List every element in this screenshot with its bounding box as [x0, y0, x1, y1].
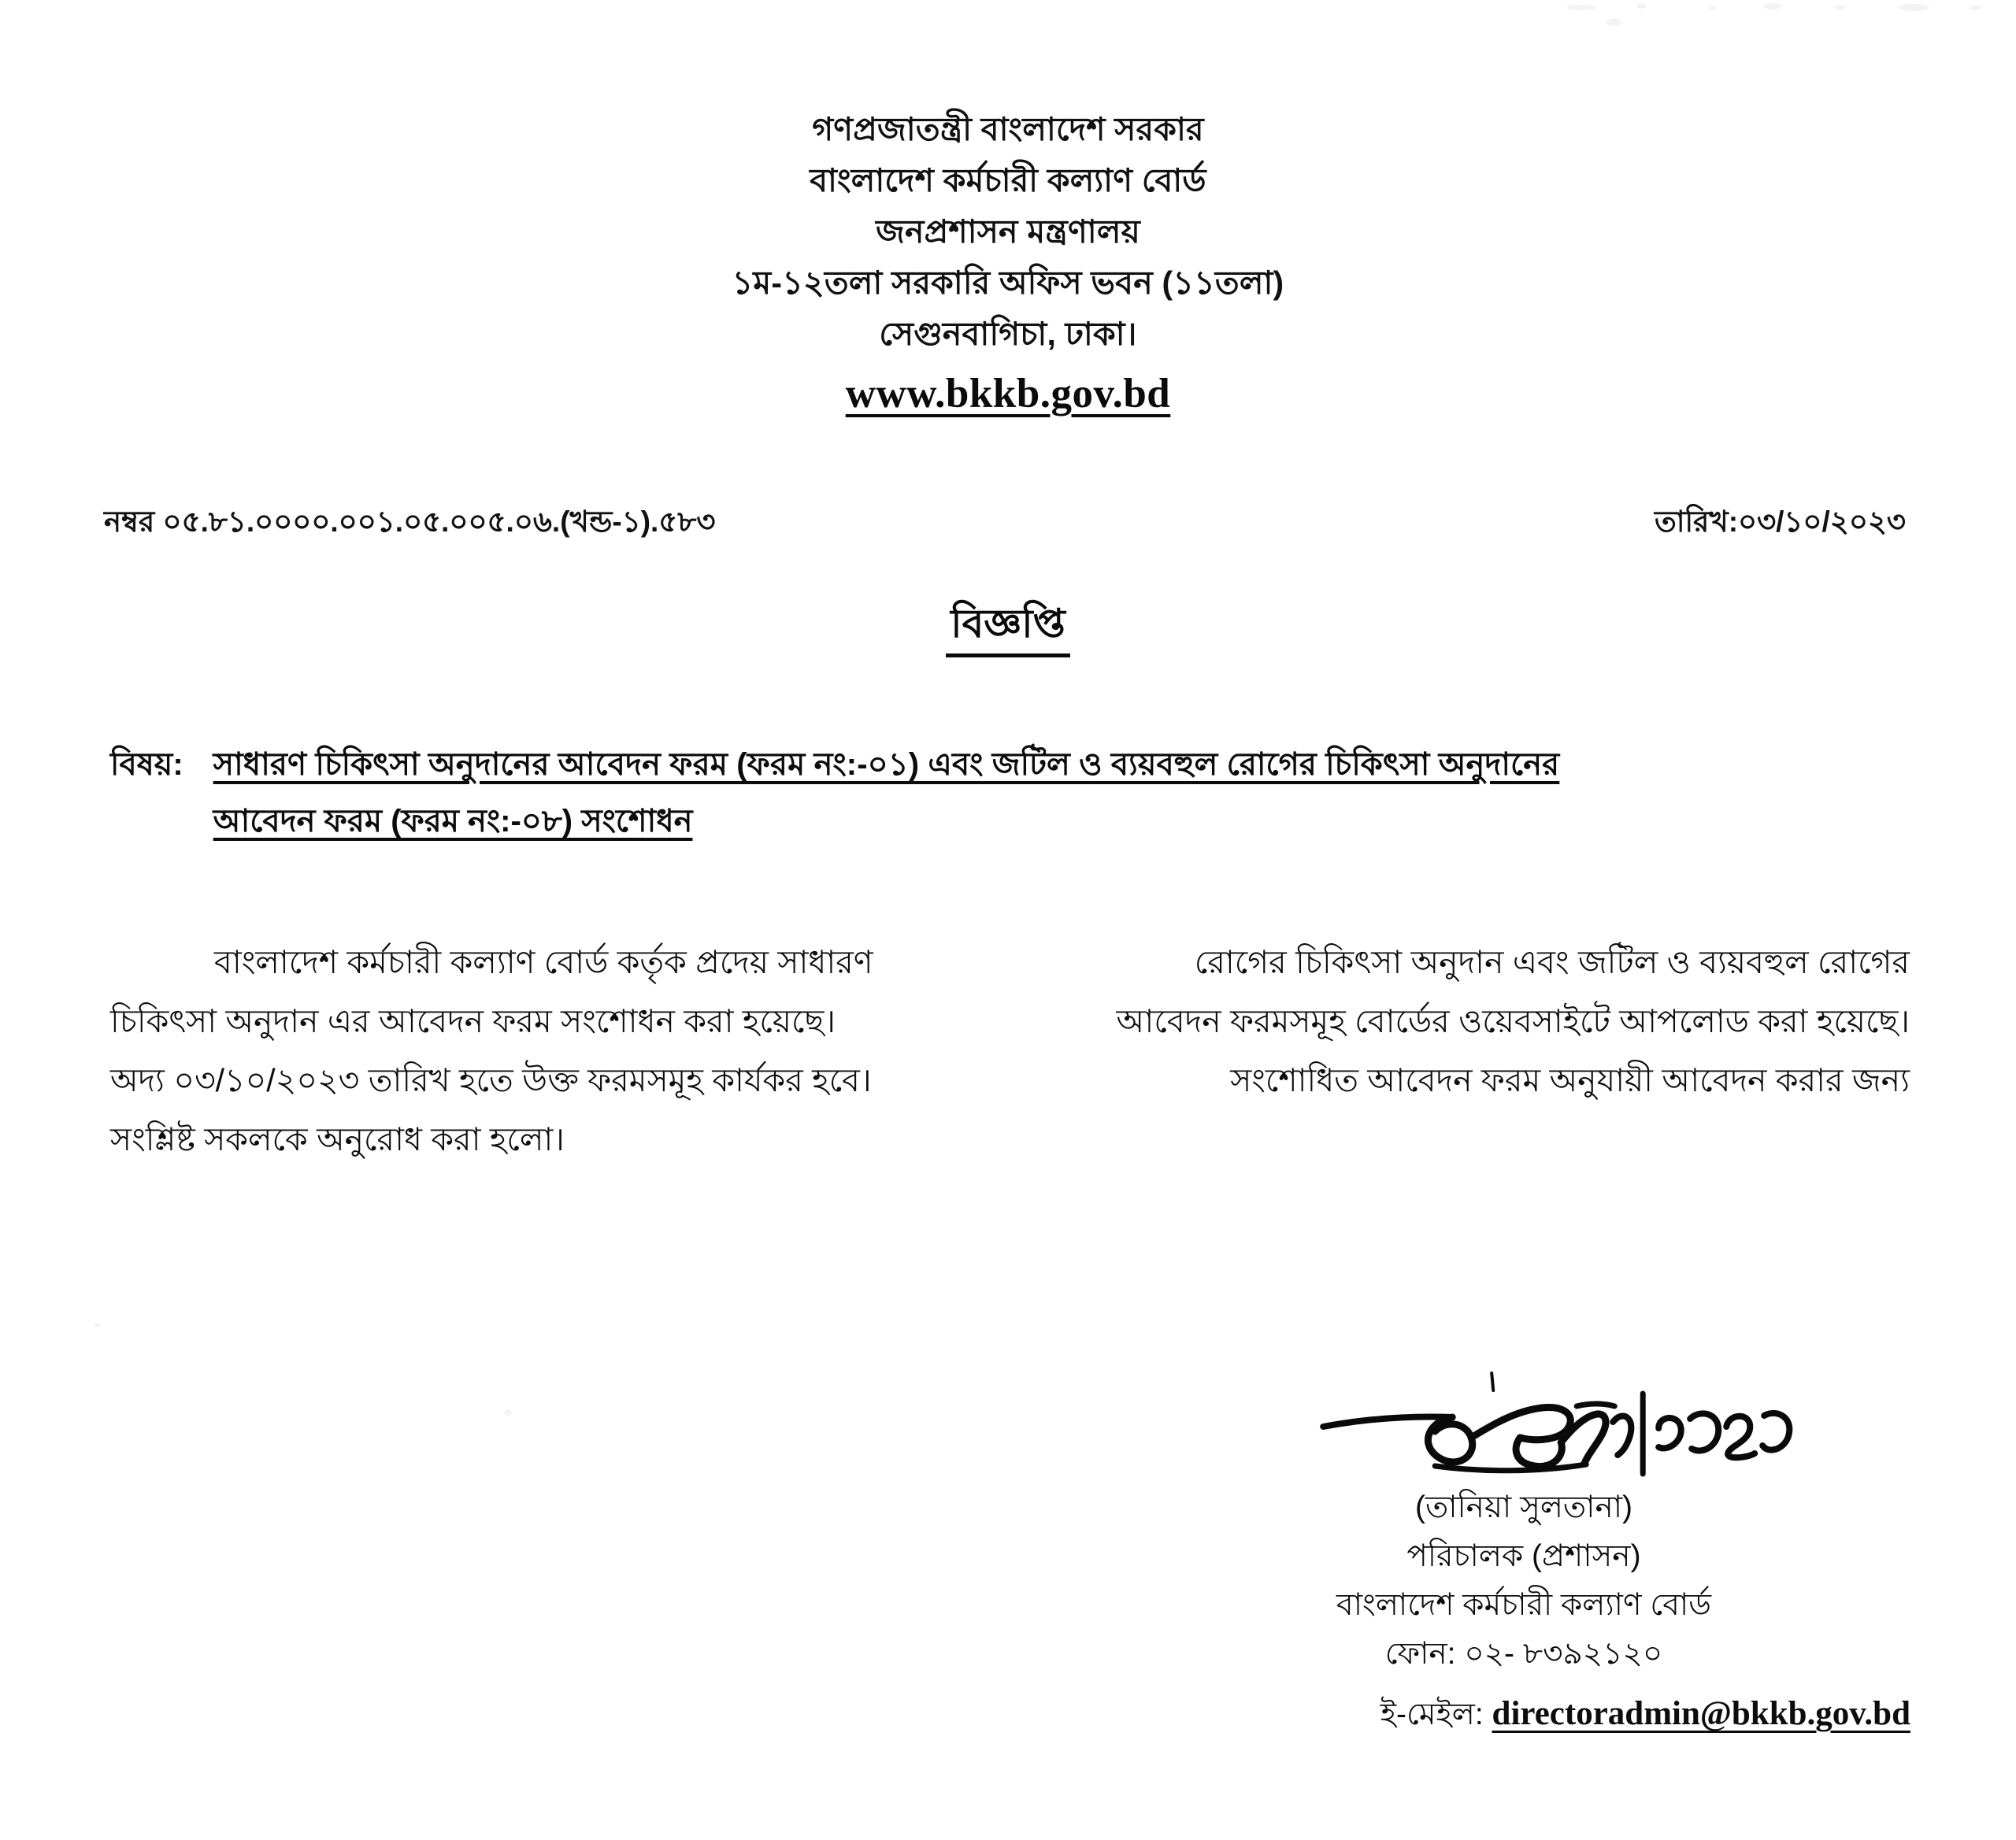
notice-title-text: বিজ্ঞপ্তি — [946, 598, 1069, 657]
letterhead-line-building: ১ম-১২তলা সরকারি অফিস ভবন (১১তলা) — [732, 265, 1284, 301]
signatory-organization: বাংলাদেশ কর্মচারী কল্যাণ বোর্ড — [1336, 1588, 1711, 1622]
body-line-2 — [110, 992, 1910, 1051]
email-address-link[interactable]: directoradmin@bkkb.gov.bd — [1492, 1695, 1910, 1732]
signatory-name: (তানিয়া সুলতানা) — [1414, 1490, 1633, 1524]
letterhead-line-board: বাংলাদেশ কর্মচারী কল্যাণ বোর্ড — [810, 162, 1206, 198]
subject-line-1: সাধারণ চিকিৎসা অনুদানের আবেদন ফরম (ফরম নং:-০১) এবং জটিল ও ব্যয়বহুল রোগের চিকিৎসা অনুদানের — [213, 747, 1560, 782]
body-paragraph — [110, 933, 1910, 1169]
body-line-1a: বাংলাদেশ কর্মচারী কল্যাণ বোর্ড কর্তৃক প্রদেয় সাধারণ — [214, 944, 873, 980]
handwritten-signature — [1126, 1370, 1922, 1488]
signatory-phone: ফোন: ০২- ৮৩৯২১২০ — [1384, 1637, 1663, 1671]
body-line-2b: আবেদন ফরমসমূহ বোর্ডের ওয়েবসাইটে আপলোড করা হয়েছে। — [1116, 1003, 1910, 1039]
body-line-2a: চিকিৎসা অনুদান এর আবেদন ফরম সংশোধন করা হয়েছে। — [110, 1003, 836, 1039]
subject-block — [110, 736, 1922, 850]
body-line-1b: রোগের চিকিৎসা অনুদান এবং জটিল ও ব্যয়বহুল রোগের — [1194, 944, 1910, 980]
subject-label: বিষয়: — [110, 747, 183, 782]
signatory-role: পরিচালক (প্রশাসন) — [1406, 1539, 1641, 1573]
subject-text — [213, 736, 1922, 850]
signature-block — [1126, 1370, 1922, 1738]
email-label: ই-মেইল: — [1380, 1697, 1484, 1731]
letterhead-line-government: গণপ্রজাতন্ত্রী বাংলাদেশ সরকার — [812, 111, 1204, 147]
body-line-3 — [110, 1051, 1910, 1110]
memo-number: নম্বর ০৫.৮১.০০০০.০০১.০৫.০০৫.০৬.(খন্ড-১).৫৮৩ — [104, 505, 716, 538]
letterhead — [0, 104, 2016, 417]
letterhead-line-ministry: জনপ্রশাসন মন্ত্রণালয় — [876, 213, 1140, 250]
body-line-1 — [110, 933, 1910, 992]
body-line-3b: সংশোধিত আবেদন ফরম অনুযায়ী আবেদন করার জন্য — [1230, 1062, 1910, 1098]
subject-line-2: আবেদন ফরম (ফরম নং:-০৮) সংশোধন — [213, 804, 693, 839]
body-line-3a: অদ্য ০৩/১০/২০২৩ তারিখ হতে উক্ত ফরমসমূহ কার্যকর হবে। — [110, 1062, 872, 1098]
body-line-4: সংশ্লিষ্ট সকলকে অনুরোধ করা হলো। — [110, 1121, 565, 1157]
signatory-email-row — [1126, 1691, 1922, 1738]
letterhead-website-link[interactable]: www.bkkb.gov.bd — [845, 371, 1171, 416]
page-title — [0, 598, 2016, 657]
letterhead-line-address: সেগুনবাগিচা, ঢাকা। — [879, 316, 1137, 352]
memo-date: তারিখ:০৩/১০/২০২৩ — [1654, 505, 1906, 538]
memo-meta-row — [104, 504, 1914, 540]
